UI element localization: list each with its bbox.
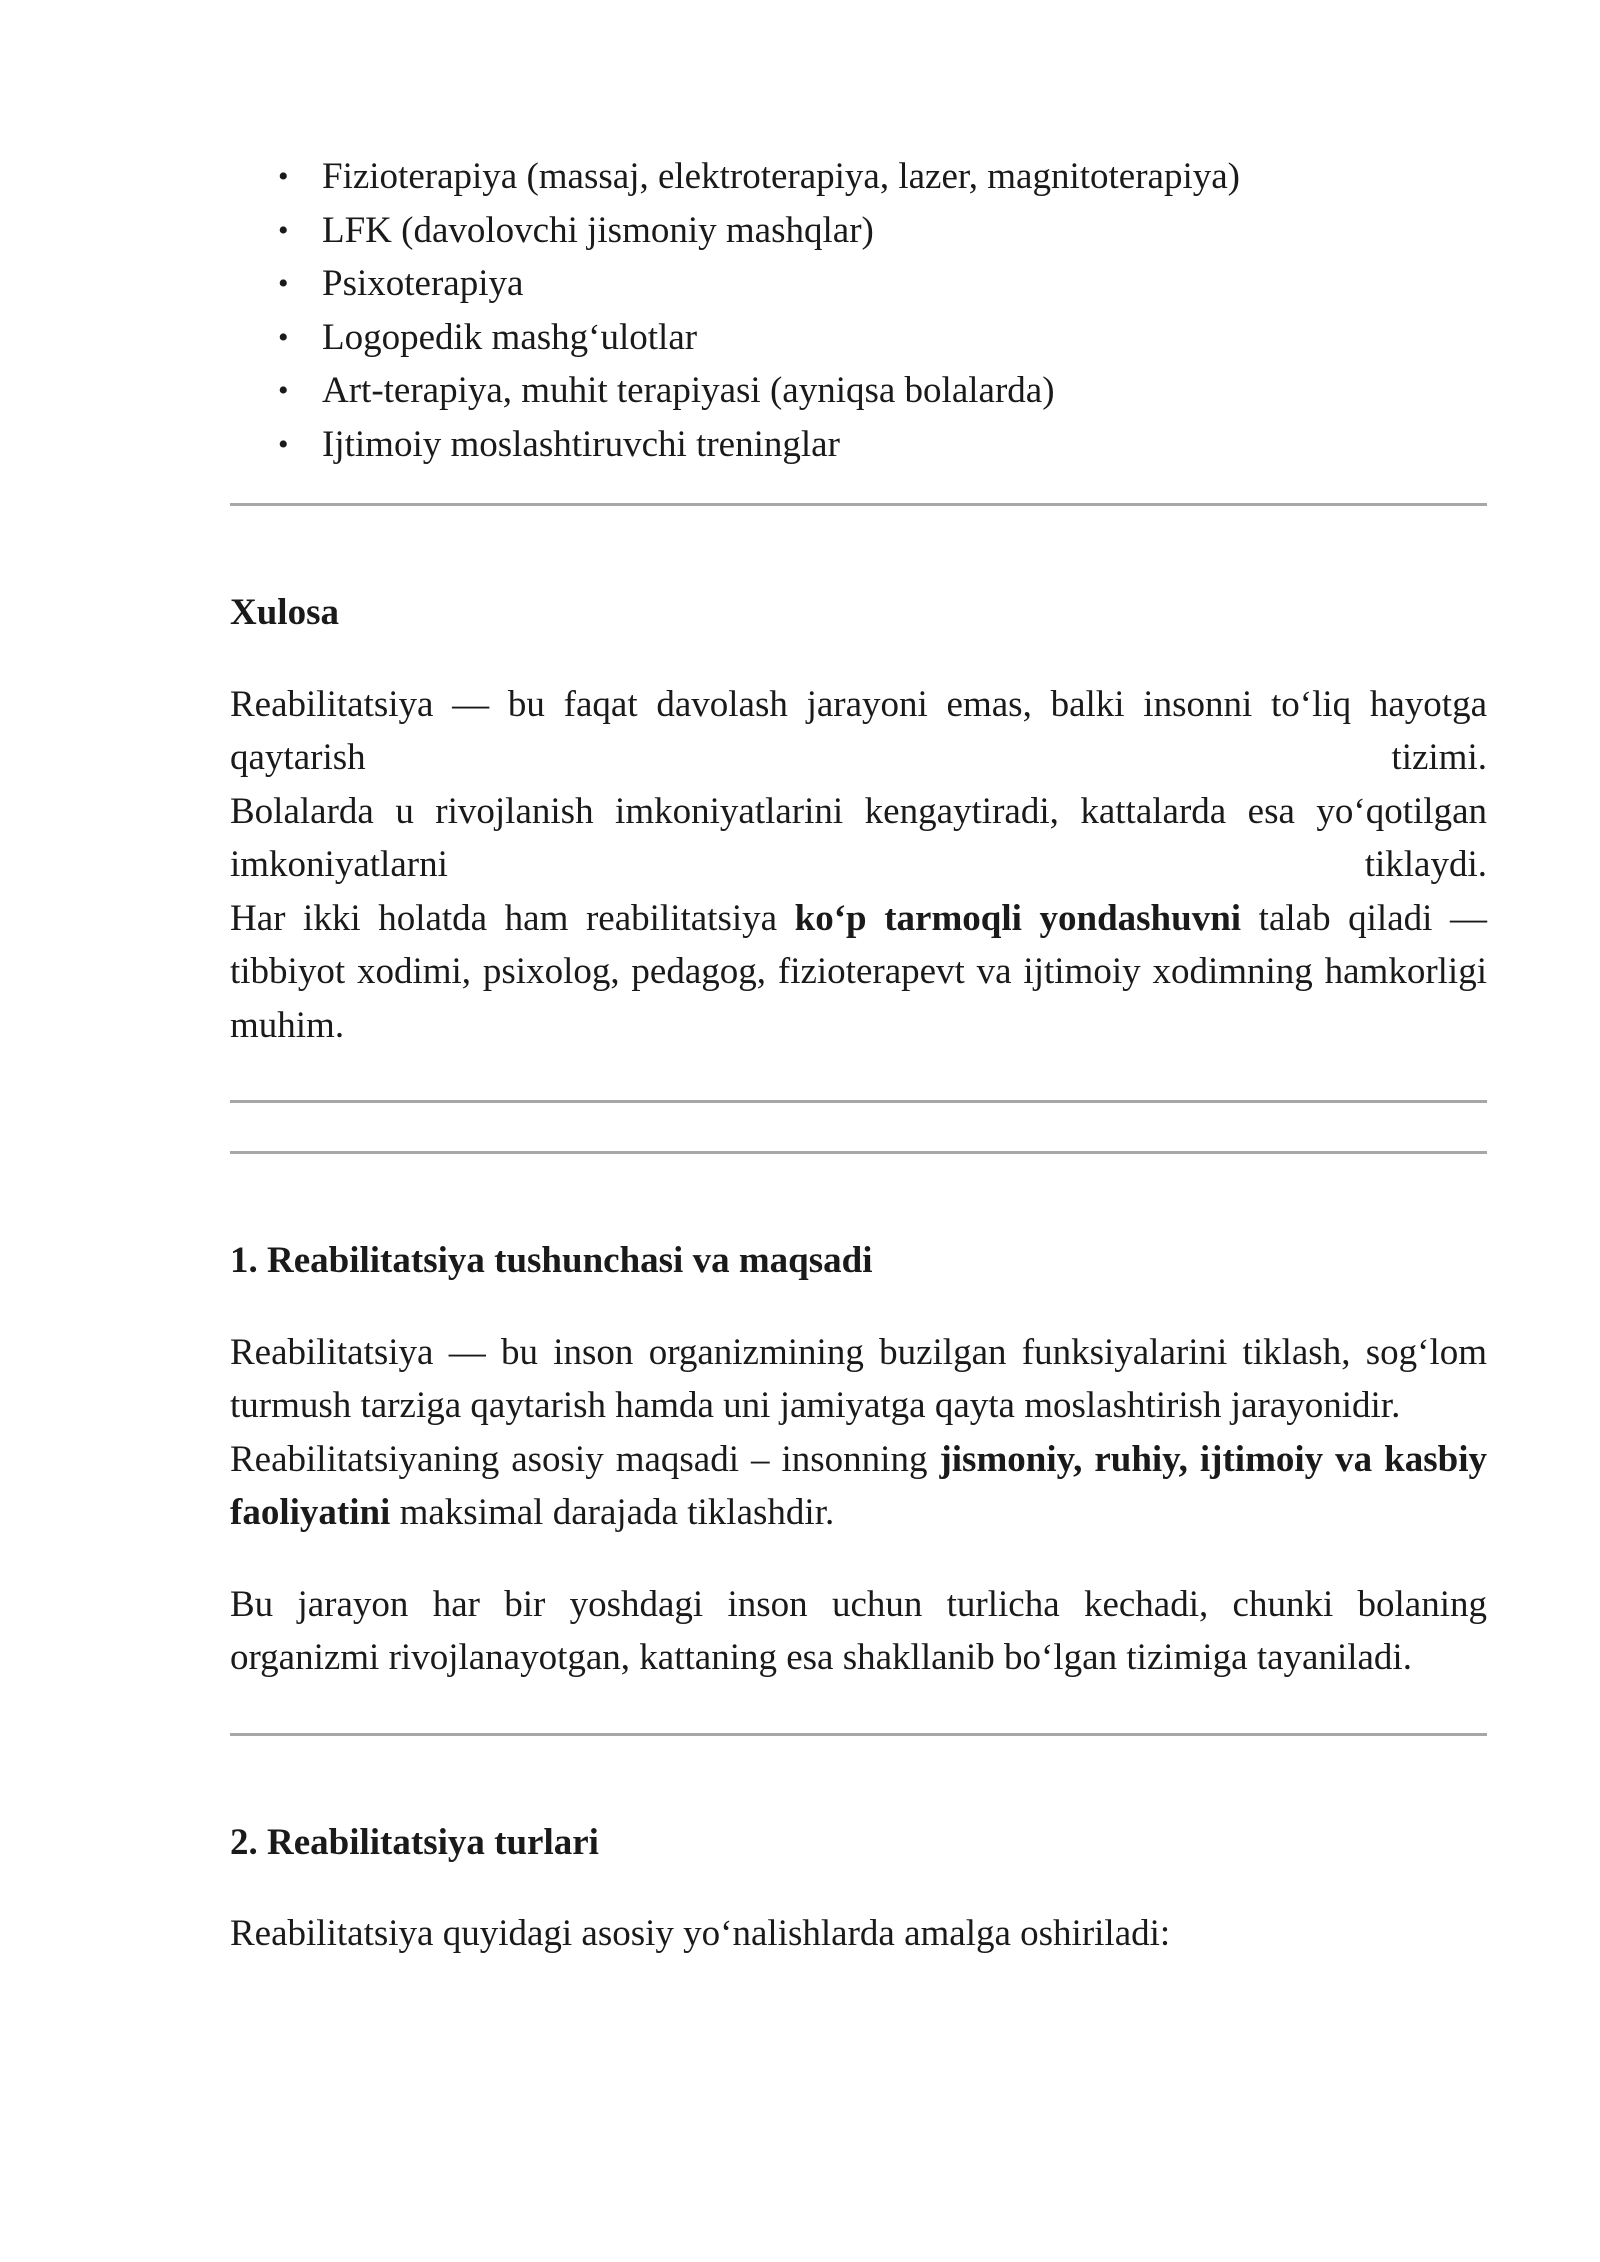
emphasis-text: ko‘p tarmoqli yondashuvni (794, 897, 1242, 939)
goal-text: Reabilitatsiyaning asosiy maqsadi – insonning jismoniy, ruhiy, ijtimoiy va kasbiy faoliyatini maksimal darajada tiklashdir. (230, 1438, 1487, 1533)
bullet-icon: • (278, 267, 289, 300)
bullet-icon: • (278, 213, 289, 247)
xulosa-paragraph (230, 678, 1487, 1053)
list-item (278, 204, 1487, 258)
section-2-intro: Reabilitatsiya quyidagi asosiy yo‘nalishlarda amalga oshiriladi: (230, 1913, 1171, 1954)
xulosa-line-3: Har ikki holatda ham reabilitatsiya ko‘p tarmoqli yondashuvni talab qiladi — tibbiyot xodimi, psixolog, pedagog, fizioterapevt va ijtimoiy xodimning hamkorligi muhim. (230, 897, 1488, 1046)
xulosa-line-1: Reabilitatsiya — bu faqat davolash jarayoni emas, balki insonni to‘liq hayotga qaytarish tizimi. (230, 683, 1487, 778)
section-2-heading: 2. Reabilitatsiya turlari (230, 1821, 599, 1863)
list-item-text: Psixoterapiya (322, 263, 524, 304)
list-item (278, 150, 1487, 204)
bullet-icon: • (278, 320, 289, 354)
list-item (278, 311, 1487, 365)
list-item (278, 418, 1487, 472)
therapy-methods-list (230, 150, 1487, 471)
bullet-icon: • (278, 160, 289, 193)
divider (230, 503, 1487, 506)
section-1-paragraph-2: Bu jarayon har bir yoshdagi inson uchun turlicha kechadi, chunki bolaning organizmi rivojlanayotgan, kattaning esa shakllanib bo‘lgan tizimiga tayaniladi. (230, 1583, 1487, 1678)
divider (230, 1733, 1487, 1736)
divider (230, 1151, 1487, 1154)
emphasis-text: jismoniy, ruhiy, ijtimoiy va kasbiy faoliyatini (230, 1438, 1487, 1533)
list-item (278, 364, 1487, 418)
list-item-text: Logopedik mashg‘ulotlar (322, 316, 698, 358)
bullet-icon: • (278, 374, 289, 407)
list-item-text: LFK (davolovchi jismoniy mashqlar) (322, 209, 874, 251)
divider (230, 1100, 1487, 1103)
list-item-text: Fizioterapiya (massaj, elektroterapiya, lazer, magnitoterapiya) (322, 156, 1240, 197)
list-item-text: Ijtimoiy moslashtiruvchi treninglar (322, 423, 840, 465)
bullet-icon: • (278, 427, 289, 461)
list-item-text: Art-terapiya, muhit terapiyasi (ayniqsa bolalarda) (322, 370, 1055, 411)
definition-text: Reabilitatsiya — bu inson organizmining buzilgan funksiyalarini tiklash, sog‘lom turmush tarziga qaytarish hamda uni jamiyatga qayta moslashtirish jarayonidir. (230, 1331, 1487, 1426)
document-page (230, 150, 1487, 1961)
section-1-heading: 1. Reabilitatsiya tushunchasi va maqsadi (230, 1240, 873, 1281)
xulosa-line-2: Bolalarda u rivojlanish imkoniyatlarini kengaytiradi, kattalarda esa yo‘qotilgan imkoniyatlarni tiklaydi. (230, 790, 1487, 885)
xulosa-heading: Xulosa (230, 592, 339, 633)
list-item (278, 257, 1487, 311)
section-1-paragraph-1 (230, 1326, 1487, 1540)
